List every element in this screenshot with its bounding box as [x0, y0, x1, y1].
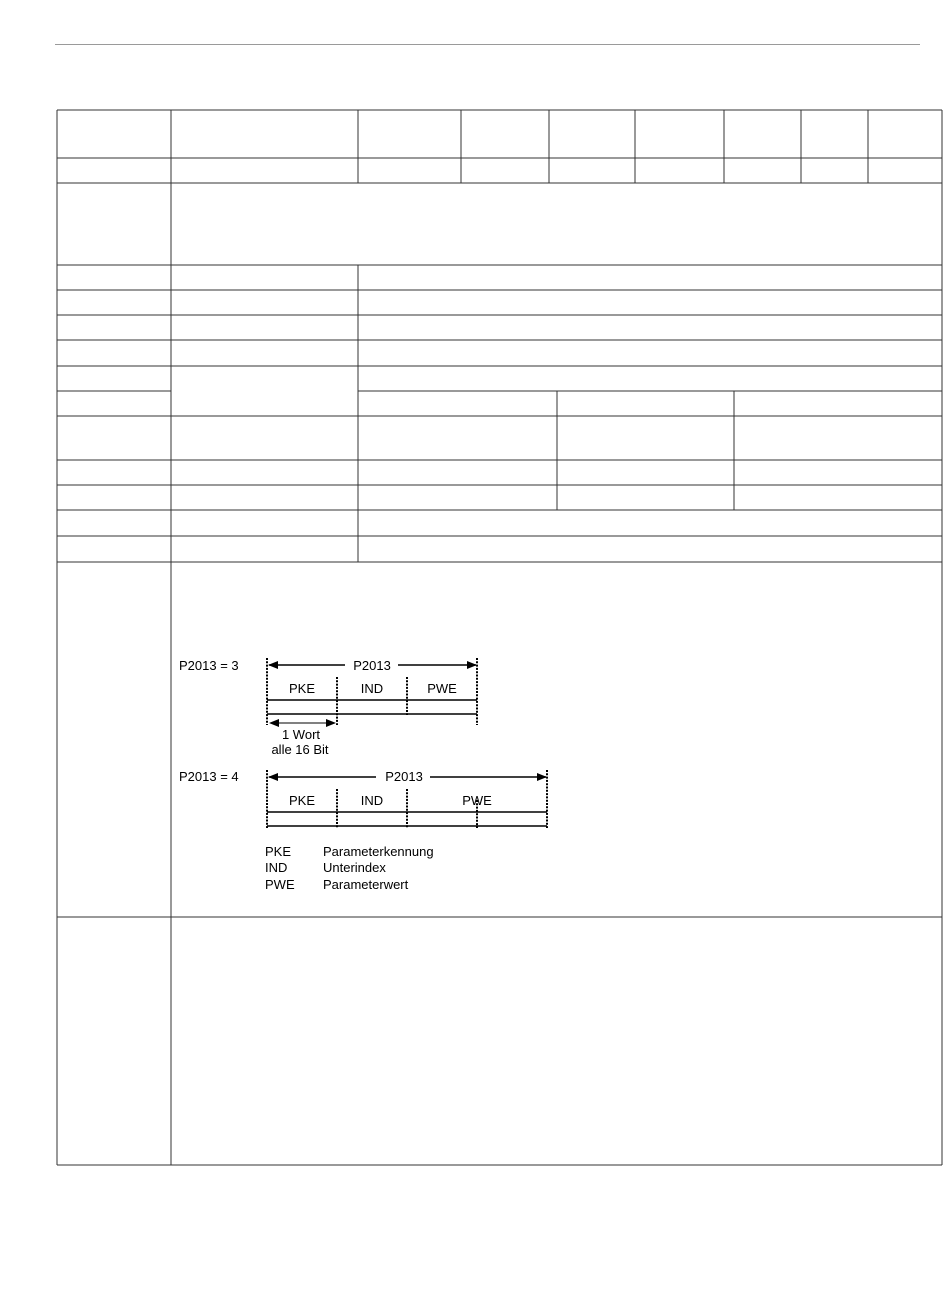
word-note-line1: 1 Wort: [281, 727, 321, 742]
frame-p2013-3: [179, 658, 477, 757]
frame3-span-label: P2013: [353, 658, 391, 673]
legend-abbr: PWE: [265, 877, 295, 892]
frame-p2013-4: [179, 769, 547, 828]
frame3-label: P2013 = 3: [179, 658, 239, 673]
legend-text: Parameterkennung: [323, 844, 434, 859]
frame4-field-pwe: PWE: [462, 793, 492, 808]
legend-abbr: PKE: [265, 844, 292, 859]
word-note-line2: alle 16 Bit: [271, 742, 329, 757]
frame4-label: P2013 = 4: [179, 769, 239, 784]
legend-abbr: IND: [265, 860, 288, 875]
frame3-field-ind: IND: [360, 681, 384, 696]
frame3-field-pke: PKE: [288, 681, 316, 696]
frame4-field-pke: PKE: [288, 793, 316, 808]
table-grid: [57, 110, 942, 1165]
frame4-field-ind: IND: [360, 793, 384, 808]
frame3-field-pwe: PWE: [427, 681, 457, 696]
diagram-legend: [265, 844, 434, 892]
telegram-diagram: [179, 658, 547, 892]
frame4-span-label: P2013: [385, 769, 423, 784]
legend-text: Unterindex: [323, 860, 386, 875]
legend-text: Parameterwert: [323, 877, 409, 892]
